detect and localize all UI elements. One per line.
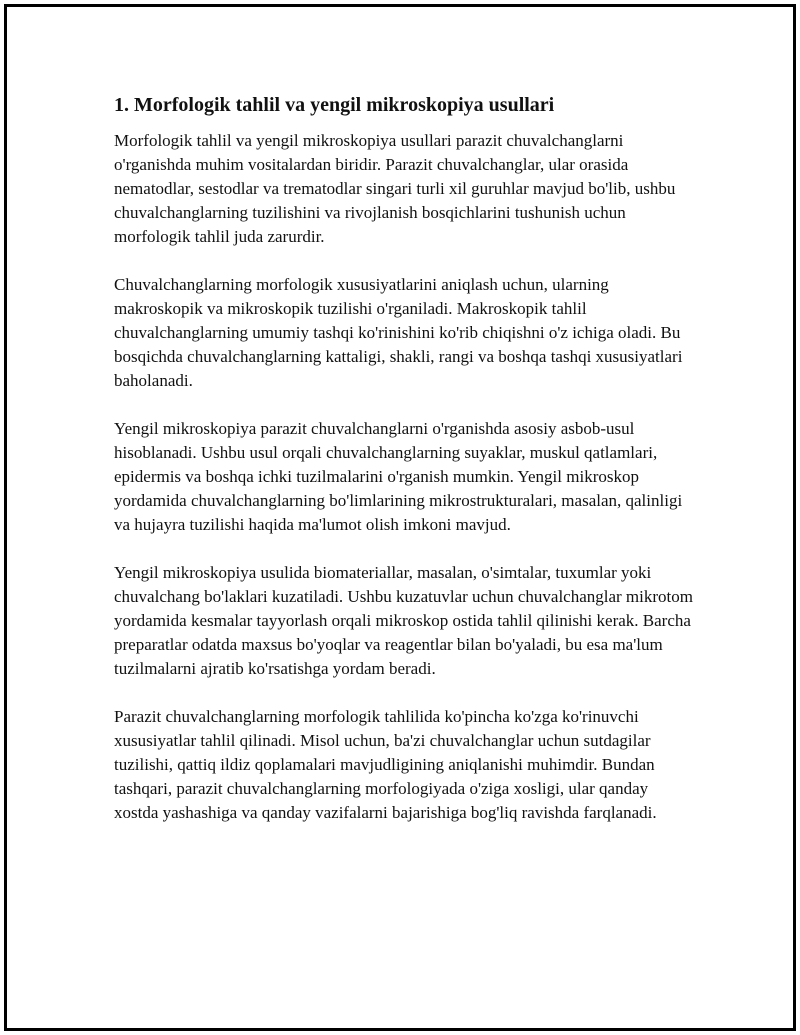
paragraph-1: Morfologik tahlil va yengil mikroskopiya usullari parazit chuvalchanglarni o'rganishda muhim vositalardan biridir. Parazit chuvalchanglar, ular orasida nematodlar, sestodlar va trematodlar singari turli xil guruhlar mavjud bo'lib, ushbu chuvalchanglarning tuzilishini va rivojlanish bosqichlarini tushunish uchun morfologik tahlil juda zarurdir. (114, 131, 676, 246)
paragraph-4: Yengil mikroskopiya usulida biomateriallar, masalan, o'simtalar, tuxumlar yoki chuvalchang bo'laklari kuzatiladi. Ushbu kuzatuvlar uchun chuvalchanglar mikrotom yordamida kesmalar tayyorlash orqali mikroskop ostida tahlil qilinishi kerak. Barcha preparatlar odatda maxsus bo'yoqlar va reagentlar bilan bo'yaladi, bu esa ma'lum tuzilmalarni ajratib ko'rsatishga yordam beradi. (114, 563, 693, 678)
document-body (114, 90, 694, 849)
paragraph-5: Parazit chuvalchanglarning morfologik tahlilida ko'pincha ko'zga ko'rinuvchi xususiyatlar tahlil qilinadi. Misol uchun, ba'zi chuvalchanglar uchun sutdagilar tuzilishi, qattiq ildiz qoplamalari mavjudligining aniqlanishi muhimdir. Bundan tashqari, parazit chuvalchanglarning morfologiyada o'ziga xosligi, ular qanday xostda yashashiga va qanday vazifalarni bajarishiga bog'liq ravishda farqlanadi. (114, 707, 657, 822)
section-heading: 1. Morfologik tahlil va yengil mikroskopiya usullari (114, 94, 555, 116)
paragraph-3: Yengil mikroskopiya parazit chuvalchanglarni o'rganishda asosiy asbob-usul hisoblanadi. Ushbu usul orqali chuvalchanglarning suyaklar, muskul qatlamlari, epidermis va boshqa ichki tuzilmalarini o'rganish mumkin. Yengil mikroskop yordamida chuvalchanglarning bo'limlarining mikrostrukturalari, masalan, qalinligi va hujayra tuzilishi haqida ma'lumot olish imkoni mavjud. (114, 419, 683, 534)
paragraph-2: Chuvalchanglarning morfologik xususiyatlarini aniqlash uchun, ularning makroskopik va mikroskopik tuzilishi o'rganiladi. Makroskopik tahlil chuvalchanglarning umumiy tashqi ko'rinishini ko'rib chiqishni o'z ichiga oladi. Bu bosqichda chuvalchanglarning kattaligi, shakli, rangi va boshqa tashqi xususiyatlari baholanadi. (114, 275, 683, 390)
